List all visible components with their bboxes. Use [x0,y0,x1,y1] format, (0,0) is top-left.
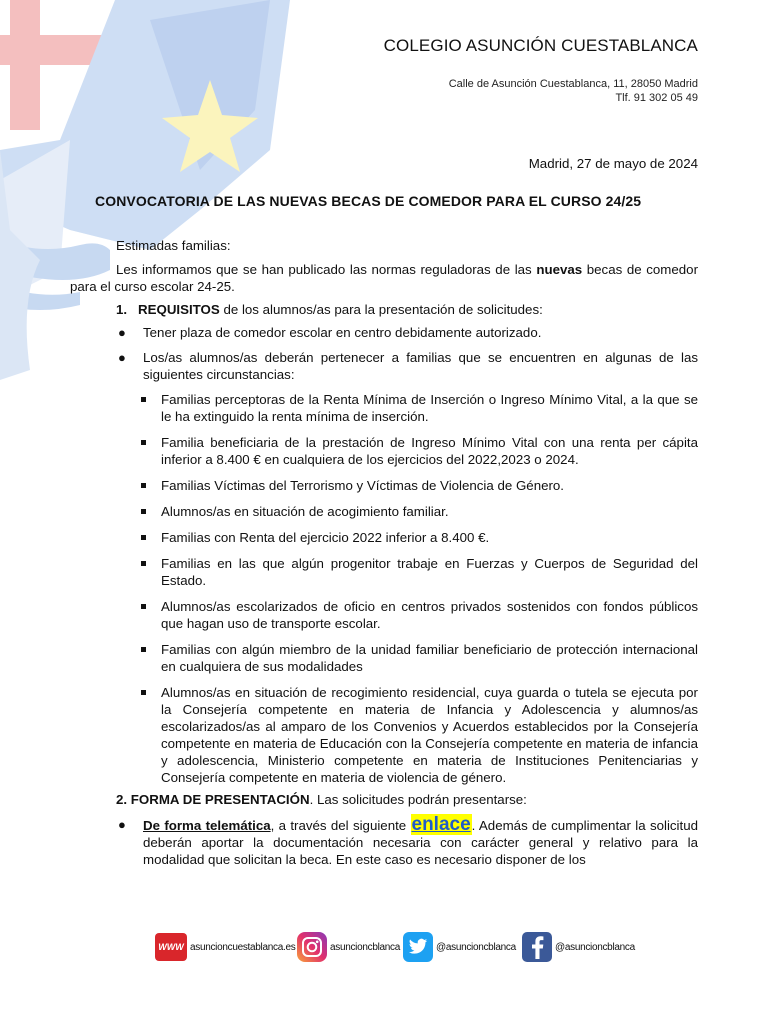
list-item [70,324,698,341]
list-item [70,641,698,675]
list-item-text: Familia beneficiaria de la prestación de Ingreso Mínimo Vital con una renta per cápita inferior a 8.400 € en cualquiera de los ejercicios del 2022,2023 o 2024. [161,435,698,467]
square-bullet-icon [141,483,146,488]
list-item [70,816,698,868]
instagram-icon [297,932,327,962]
section-requisitos-heading [70,301,698,318]
list-item [70,391,698,425]
list-item [70,434,698,468]
intro-text-end: becas de comedor para el curso escolar 24-25. [70,262,698,294]
footer-instagram[interactable] [297,930,400,964]
intro-bold-word: nuevas [536,262,583,277]
list-item-text: Familias perceptoras de la Renta Mínima de Inserción o Ingreso Mínimo Vital, a la que se le ha extinguido la renta mínima de inserción. [161,392,698,424]
school-name: COLEGIO ASUNCIÓN CUESTABLANCA [383,36,698,55]
list-item-text: Los/as alumnos/as deberán pertenecer a familias que se encuentren en algunas de las siguientes circunstancias: [143,350,698,382]
presentacion-list [70,816,698,868]
letter-date: Madrid, 27 de mayo de 2024 [528,156,698,171]
web-badge-text: WWW [158,942,184,952]
list-item-text: . Además de cumplimentar la solicitud deberán aportar la documentación necesaria con carácter general y relativo para la modalidad que solicitan la beca. En este caso es necesario disponer de los [143,818,698,867]
facebook-icon [522,932,552,962]
square-bullet-icon [141,397,146,402]
square-bullet-icon [141,690,146,695]
square-bullet-icon [141,604,146,609]
section-title-bold: 2. FORMA DE PRESENTACIÓN [116,792,310,807]
document-title: CONVOCATORIA DE LAS NUEVAS BECAS DE COMEDOR PARA EL CURSO 24/25 [95,193,642,209]
footer-facebook[interactable] [522,930,635,964]
footer-social-bar [155,930,635,966]
list-item [70,477,698,494]
square-bullet-icon [141,440,146,445]
section-presentacion-heading [70,791,698,808]
phone-line: Tlf. 91 302 05 49 [615,92,698,104]
list-item-text: Familias Víctimas del Terrorismo y Víctimas de Violencia de Género. [161,478,565,493]
bullet-icon: ● [118,325,126,340]
bullet-icon: ● [118,817,126,832]
telematica-label: De forma telemática [143,818,271,833]
facebook-text: @asuncioncblanca [555,941,635,953]
bullet-icon: ● [118,350,126,365]
circumstances-list [70,391,698,786]
section-title-rest: de los alumnos/as para la presentación de solicitudes: [219,302,543,317]
section-title-bold: REQUISITOS [138,302,220,317]
list-item [70,349,698,786]
school-address [449,77,698,105]
square-bullet-icon [141,535,146,540]
list-item [70,684,698,786]
letter-body [70,237,698,876]
square-bullet-icon [141,647,146,652]
list-item-text: , a través del siguiente [270,818,411,833]
section-number: 1. [116,302,128,317]
list-item-text: Familias con algún miembro de la unidad familiar beneficiario de protección internacional en cualquiera de sus modalidades [161,642,698,674]
twitter-text: @asuncioncblanca [436,941,516,953]
twitter-icon [403,932,433,962]
footer-twitter[interactable] [403,930,516,964]
intro-text-start: Les informamos que se han publicado las normas reguladoras de las [116,262,537,277]
greeting: Estimadas familias: [116,238,231,253]
enlace-link[interactable]: enlace [411,814,471,835]
requisitos-list [70,324,698,786]
list-item-text: Familias con Renta del ejercicio 2022 inferior a 8.400 €. [161,530,490,545]
list-item-text: Alumnos/as escolarizados de oficio en centros privados sostenidos con fondos públicos que hagan uso de transporte escolar. [161,599,698,631]
list-item-text: Familias en las que algún progenitor trabaje en Fuerzas y Cuerpos de Seguridad del Estado. [161,556,698,588]
instagram-text: asuncioncblanca [330,941,400,953]
footer-website[interactable] [155,930,295,964]
list-item [70,555,698,589]
list-item [70,529,698,546]
list-item [70,598,698,632]
address-line: Calle de Asunción Cuestablanca, 11, 28050 Madrid [448,78,698,90]
intro-paragraph [70,261,698,295]
website-text: asuncioncuestablanca.es [190,941,296,953]
square-bullet-icon [141,509,146,514]
list-item [70,503,698,520]
web-icon [155,933,187,961]
section-title-rest: . Las solicitudes podrán presentarse: [309,792,527,807]
list-item-text: Alumnos/as en situación de acogimiento familiar. [161,504,449,519]
list-item-text: Alumnos/as en situación de recogimiento residencial, cuya guarda o tutela se ejecuta por la Consejería competente en materia de Infancia y Adolescencia y alumnos/as escolarizados/as al amparo de los Convenios y Acuerdos establecidos por la Consejería competente en materia de Educación con la Consejería competente en materia de infancia y adolescencia, Ministerio competente en materia de Instituciones Penitenciarias y Consejería competente en materia de violencia de género. [161,685,698,785]
square-bullet-icon [141,561,146,566]
list-item-text: Tener plaza de comedor escolar en centro debidamente autorizado. [143,325,542,340]
